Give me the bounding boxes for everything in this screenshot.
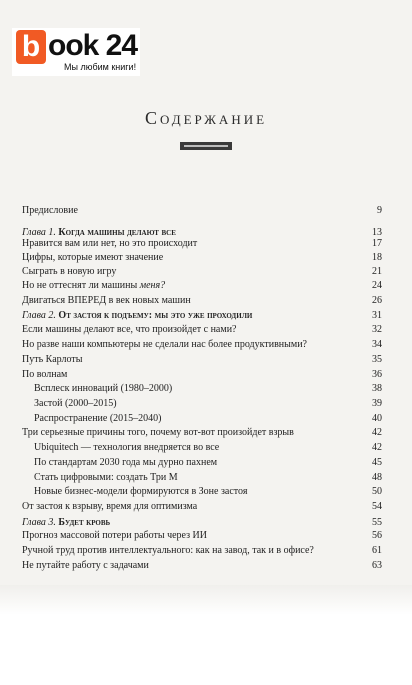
toc-entry-row: [22, 279, 382, 293]
toc-entry-row: [22, 368, 382, 382]
logo-tagline: Мы любим книги!: [64, 62, 137, 72]
toc-entry-row: [22, 426, 382, 440]
page-number: 63: [372, 560, 382, 571]
toc-entry-row: [22, 323, 382, 337]
entry-text: Три серьезные причины того, почему вот-вот произойдет взрыв: [22, 427, 294, 438]
page-number: 50: [372, 486, 382, 497]
page-number: 48: [372, 472, 382, 483]
toc-title: [22, 265, 116, 279]
toc-subentry-row: [22, 412, 382, 426]
chapter-title: От застоя к подъему: мы это уже проходили: [58, 310, 253, 321]
toc-title: [22, 294, 191, 308]
chapter-number: Глава 2.: [22, 310, 59, 321]
entry-text: Путь Карлоты: [22, 354, 83, 365]
page-edge-shadow: [0, 585, 412, 615]
toc-title: [22, 323, 237, 337]
entry-text: Всплеск инноваций (1980–2000): [34, 383, 173, 394]
entry-text: Сыграть в новую игру: [22, 266, 117, 277]
entry-text: Но разве наши компьютеры не сделали нас более продуктивными?: [22, 339, 307, 350]
toc-subentry-row: [22, 471, 382, 485]
entry-text: Если машины делают все, что произойдет с нами?: [22, 324, 237, 335]
toc-title: [22, 368, 67, 382]
toc-title: [34, 485, 247, 499]
toc-title: [22, 426, 294, 440]
page-number: 55: [372, 517, 382, 528]
entry-text: Новые бизнес-модели формируются в Зоне застоя: [34, 486, 248, 497]
toc-entry-row: [22, 559, 382, 573]
toc-entry-row: [22, 353, 382, 367]
entry-text: Ubiquitech — технология внедряется во все: [34, 442, 220, 453]
chapter-number: Глава 3.: [22, 517, 59, 528]
toc-entry-row: [22, 294, 382, 308]
toc-title: [22, 529, 207, 543]
page-number: 24: [372, 280, 382, 291]
entry-text: Распространение (2015–2040): [34, 413, 162, 424]
toc-title: [22, 559, 149, 573]
entry-text: Стать цифровыми: создать Три М: [34, 472, 178, 483]
book24-logo[interactable]: [12, 28, 140, 76]
page-number: 18: [372, 252, 382, 263]
page-number: 40: [372, 413, 382, 424]
toc-entry-row: [22, 544, 382, 558]
entry-text: По волнам: [22, 369, 68, 380]
page-number: 56: [372, 530, 382, 541]
page-number: 42: [372, 427, 382, 438]
toc-entry-row: [22, 500, 382, 514]
toc-title: [34, 471, 178, 485]
ornament-divider: [180, 140, 232, 152]
entry-text: От застоя к взрыву, время для оптимизма: [22, 501, 198, 512]
page-number: 45: [372, 457, 382, 468]
toc-title: [34, 412, 162, 426]
toc-title: [34, 441, 219, 455]
page-number: 13: [372, 227, 382, 238]
chapter-title: Будет кровь: [58, 517, 111, 528]
entry-text: Застой (2000–2015): [34, 398, 117, 409]
toc-entry-row: [22, 265, 382, 279]
page-number: 9: [377, 205, 382, 216]
page-number: 39: [372, 398, 382, 409]
page-number: 61: [372, 545, 382, 556]
toc-title: [22, 309, 252, 323]
toc-title: [22, 204, 78, 218]
toc-title: [22, 279, 165, 293]
toc-title: [34, 382, 172, 396]
toc-entry-row: [22, 237, 382, 251]
toc-chapter-row: [22, 309, 382, 323]
toc-entry-row: [22, 529, 382, 543]
toc-entry-row: [22, 251, 382, 265]
page-number: 36: [372, 369, 382, 380]
page-number: 38: [372, 383, 382, 394]
page-number: 42: [372, 442, 382, 453]
toc-subentry-row: [22, 441, 382, 455]
toc-title: [22, 353, 82, 367]
toc-title: [34, 456, 217, 470]
toc-title: [22, 544, 314, 558]
toc-title: [22, 237, 197, 251]
toc-subentry-row: [22, 485, 382, 499]
toc-subentry-row: [22, 382, 382, 396]
toc-subentry-row: [22, 456, 382, 470]
page-number: 17: [372, 238, 382, 249]
page-number: 34: [372, 339, 382, 350]
toc-title: [34, 397, 117, 411]
entry-text: Двигаться ВПЕРЕД в век новых машин: [22, 295, 191, 306]
entry-emphasis: меня?: [139, 280, 166, 291]
toc-entry-row: [22, 338, 382, 352]
entry-text: Но не оттеснят ли машины: [22, 280, 140, 291]
entry-text: По стандартам 2030 года мы дурно пахнем: [34, 457, 218, 468]
toc-subentry-row: [22, 397, 382, 411]
entry-text: Прогноз массовой потери работы через ИИ: [22, 530, 207, 541]
toc-title: [22, 338, 307, 352]
page-number: 32: [372, 324, 382, 335]
toc-title: [22, 251, 163, 265]
toc-chapter-row: [22, 516, 382, 530]
page-number: 26: [372, 295, 382, 306]
page-title: Содержание: [144, 108, 268, 128]
page-number: 35: [372, 354, 382, 365]
chapter-number: Глава 1.: [22, 227, 59, 238]
toc-entry-row: [22, 204, 382, 218]
entry-text: Нравится вам или нет, но это происходит: [22, 238, 198, 249]
toc-title: [22, 500, 197, 514]
entry-text: Не путайте работу с задачами: [22, 560, 149, 571]
entry-text: Предисловие: [22, 205, 78, 216]
chapter-title: Когда машины делают все: [58, 227, 176, 238]
toc-title: [22, 516, 110, 530]
page-number: 21: [372, 266, 382, 277]
logo-wordmark: ook 24: [48, 29, 138, 62]
entry-text: Цифры, которые имеют значение: [22, 252, 164, 263]
page-number: 31: [372, 310, 382, 321]
logo-mark: b: [16, 30, 46, 64]
entry-text: Ручной труд против интеллектуального: как на завод, так и в офисе?: [22, 545, 314, 556]
page-number: 54: [372, 501, 382, 512]
